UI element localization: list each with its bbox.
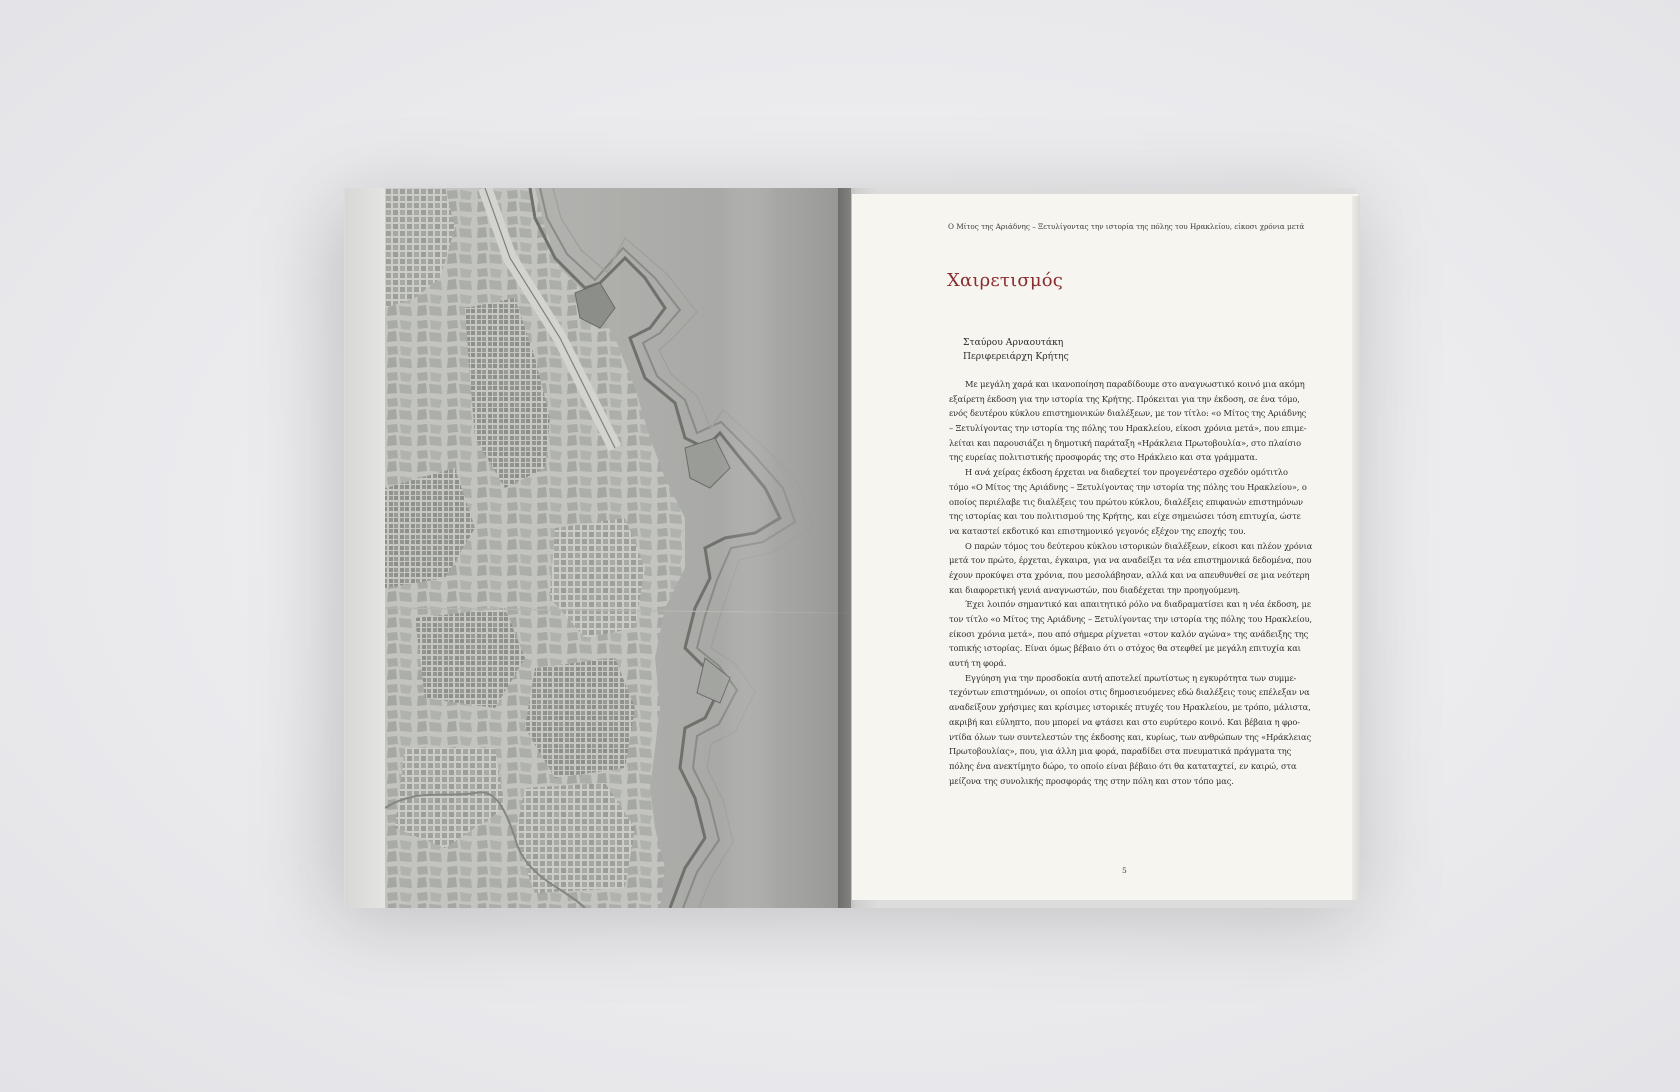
- body-line: ντίδα όλων των συντελεστών της έκδοσης και, κυρίως, των ανθρώπων της «Ηράκλειας: [949, 731, 1311, 742]
- body-line: αυτή τη φορά.: [949, 658, 1007, 669]
- body-line: οποίος περιέλαβε τις διαλέξεις του πρώτου κύκλου, διαλέξεις επιφανών επιστημόνων: [949, 496, 1303, 507]
- running-header: Ο Μίτος της Αριάδνης – Ξετυλίγοντας την ιστορία της πόλης του Ηρακλείου, είκοσι χρόνια μετά: [948, 222, 1305, 231]
- left-page: [345, 188, 851, 908]
- body-line: Έχει λοιπόν σημαντικό και απαιτητικό ρόλο να διαδραματίσει και η νέα έκδοση, με: [965, 599, 1311, 610]
- body-line: Πρωτοβουλίας», που, για άλλη μια φορά, παραδίδει στα πνευματικά πράγματα της: [949, 746, 1292, 757]
- body-line: να καταστεί εκδοτικό και επιστημονικό γεγονός εξέχον της εποχής του.: [949, 525, 1246, 536]
- author-name: Σταύρου Αρναουτάκη: [963, 337, 1064, 348]
- body-line: της ευρείας πολιτιστικής προσφοράς της στο Ηράκλειο και στα γράμματα.: [949, 452, 1258, 463]
- body-line: Η ανά χείρας έκδοση έρχεται να διαδεχτεί τον προγενέστερο σχεδόν ομότιτλο: [965, 467, 1288, 478]
- author-block: [963, 336, 1069, 364]
- body-line: τοπικής ιστορίας. Είναι όμως βέβαιο ότι ο στόχος θα στεφθεί με μεγάλη επιτυχία και: [949, 643, 1301, 654]
- left-page-margin: [345, 188, 385, 908]
- body-line: τον τίτλο «ο Μίτος της Αριάδνης – Ξετυλίγοντας την ιστορία της πόλης του Ηρακλείου,: [949, 614, 1312, 624]
- body-line: Με μεγάλη χαρά και ικανοποίηση παραδίδουμε στο αναγνωστικό κοινό μια ακόμη: [965, 379, 1305, 389]
- body-line: είκοσι χρόνια μετά», που από σήμερα ρίχνεται «στον καλόν αγώνα» της ανάδειξης της: [949, 628, 1309, 639]
- body-line: και διαφορετική γενιά αναγνωστών, που διαδέχεται την προηγούμενη.: [949, 584, 1241, 595]
- body-line: πόλης ένα ανεκτίμητο δώρο, το οποίο είναι βέβαιο ότι θα καταταχτεί, εν καιρώ, στα: [949, 760, 1297, 771]
- author-role: Περιφερειάρχη Κρήτης: [963, 351, 1069, 362]
- body-line: τεχόντων επιστημόνων, οι οποίοι στις δημοσιευόμενες εδώ διαλέξεις τους επέλεξαν να: [949, 687, 1310, 698]
- body-line: εξαίρετη έκδοση για την ιστορία της Κρήτης. Πρόκειται για την έκδοση, σε ένα τόμο,: [949, 393, 1300, 404]
- body-line: μετά τον πρώτο, έρχεται, έγκαιρα, για να αναδείξει τα νέα επιστημονικά δεδομένα, που: [949, 555, 1312, 566]
- right-page: [852, 194, 1358, 900]
- body-line: αναδείξουν χρήσιμες και κρίσιμες ιστορικές πτυχές του Ηρακλείου, με τρόπο, μάλιστα,: [949, 702, 1311, 713]
- body-line: έχουν προκύψει στα χρόνια, που μεσολάβησαν, αλλά και να απευθυνθεί σε μια νεότερη: [949, 569, 1310, 580]
- body-line: Εγγύηση για την προσδοκία αυτή αποτελεί πρωτίστως η εγκυρότητα των συμμε-: [965, 672, 1297, 683]
- chapter-title: Χαιρετισμός: [947, 270, 1064, 291]
- body-line: ακριβή και εύληπτο, που μπορεί να φτάσει και στο ευρύτερο κοινό. Και βέβαια η φρο-: [949, 716, 1300, 727]
- body-line: – Ξετυλίγοντας την ιστορία της πόλης του Ηρακλείου, είκοσι χρόνια μετά», που επιμε-: [949, 423, 1307, 434]
- body-text: [949, 377, 1313, 788]
- page-number: 5: [1122, 866, 1127, 875]
- body-line: ενός δευτέρου κύκλου επιστημονικών διαλέξεων, με τον τίτλο: «ο Μίτος της Αριάδνης: [949, 408, 1307, 419]
- body-line: της ιστορίας και του πολιτισμού της Κρήτης, και είχε σημειώσει τόση επιτυχία, ώστε: [949, 511, 1301, 522]
- body-line: Ο παρών τόμος του δεύτερου κύκλου ιστορικών διαλέξεων, είκοσι και πλέον χρόνια: [965, 540, 1313, 551]
- body-line: λείται και παρουσιάζει η δημοτική παράταξη «Ηράκλεια Πρωτοβουλία», στο πλαίσιο: [949, 437, 1302, 448]
- body-line: τόμο «Ο Μίτος της Αριάδνης – Ξετυλίγοντας την ιστορία της πόλης του Ηρακλείου», ο: [949, 481, 1307, 492]
- page-block-edge: [1352, 196, 1360, 900]
- city-map-image: [385, 188, 851, 908]
- body-line: μείζονα της συνολικής προσφοράς της στην πόλη και στον τόπο μας.: [949, 775, 1234, 786]
